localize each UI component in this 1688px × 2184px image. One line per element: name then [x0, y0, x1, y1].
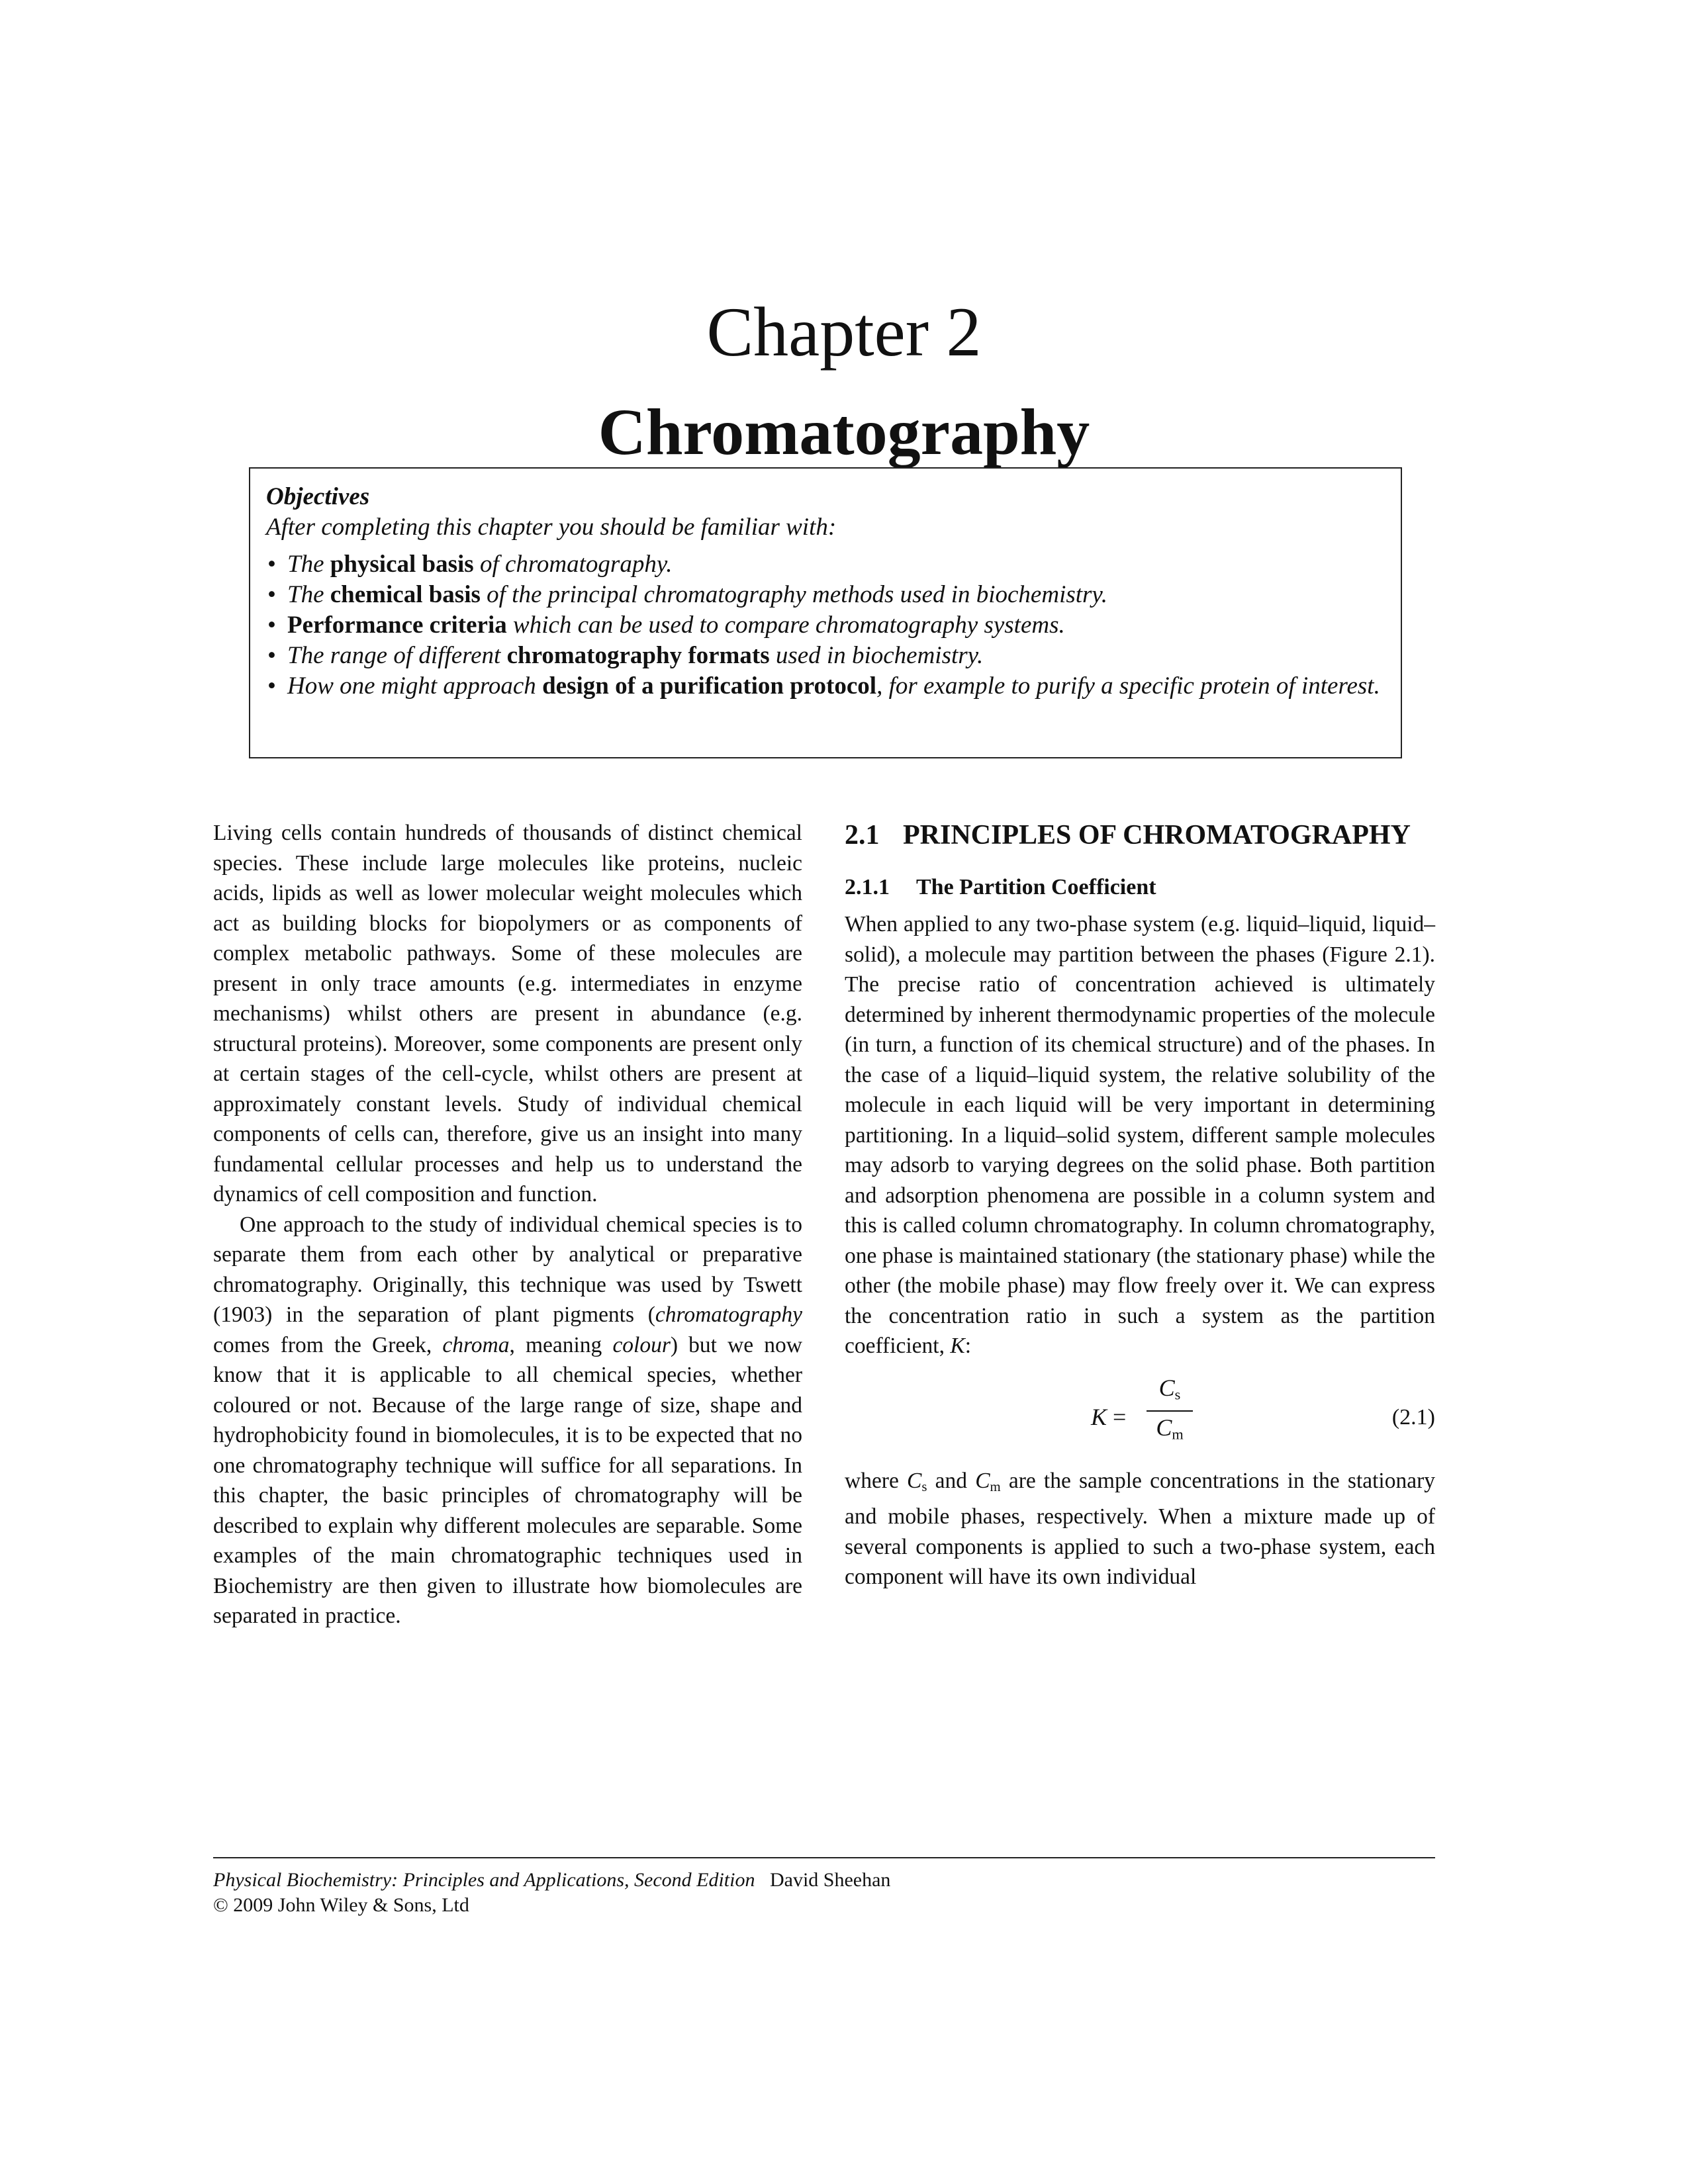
objectives-box	[249, 467, 1402, 758]
equation-2-1: K = $C_s$ $C_m$ (2.1)	[845, 1368, 1435, 1455]
objectives-heading: Objectives	[266, 483, 370, 510]
subsection-heading: 2.1.1 The Partition Coefficient	[845, 875, 1156, 899]
right-column	[845, 818, 1435, 1592]
intro-paragraph-2: One approach to the study of individual chemical species is to separate them from each other by analytical or preparative chromatography. Originally, this technique was used by Tswett (1903) in the separation of plant pigments (chromatography comes from the Greek, chroma, meaning colour) but we now know that it is applicable to all chemical species, whether coloured or not. Because of the large range of size, shape and hydrophobicity found in biomolecules, it is to be expected that no one chromatography technique will suffice for all separations. In this chapter, the basic principles of chromatography will be described to explain why different molecules are separable. Some examples of the main chromatographic techniques used in Biochemistry are then given to illustrate how biomolecules are separated in practice.	[213, 1212, 802, 1628]
equation-fraction: $C_s$ $C_m$	[1147, 1373, 1193, 1449]
objective-item: • How one might approach design of a purification protocol, for example to purify a specific protein of interest.	[266, 671, 1385, 702]
objectives-intro: After completing this chapter you should be familiar with:	[266, 514, 837, 541]
footer-rule	[213, 1857, 1435, 1858]
equation-lhs: K	[1091, 1403, 1107, 1430]
objective-item: • Performance criteria which can be used to compare chromatography systems.	[266, 610, 1385, 641]
objective-item: • The physical basis of chromatography.	[266, 549, 1385, 580]
chapter-number: Chapter 2	[706, 293, 982, 371]
footer-author: David Sheehan	[769, 1869, 891, 1891]
objectives-list	[266, 549, 1385, 702]
concentration-paragraph: where $C_s$ and $C_m$ are the sample concentrations in the stationary and mobile phases, respectively. When a mixture made up of several components is applied to such a two-phase system, each component will have its own individual	[845, 1468, 1436, 1590]
chapter-title: Chromatography	[598, 395, 1090, 469]
footer	[213, 1868, 1435, 1918]
objective-item: • The chemical basis of the principal chromatography methods used in biochemistry.	[266, 580, 1385, 610]
partition-paragraph: When applied to any two-phase system (e.g. liquid–liquid, liquid–solid), a molecule may partition between the phases (Figure 2.1). The precise ratio of concentration achieved is ultimately determined by inherent thermodynamic properties of the molecule (in turn, a function of its chemical structure) and of the phases. In the case of a liquid–liquid system, the relative solubility of the molecule in each liquid will be very important in determining partitioning. In a liquid–solid system, different sample molecules may adsorb to varying degrees on the solid phase. Both partition and adsorption phenomena are possible in a column system and this is called column chromatography. In column chromatography, one phase is maintained stationary (the stationary phase) while the other (the mobile phase) may flow freely over it. We can express the concentration ratio in such a system as the partition coefficient, K:	[845, 912, 1435, 1358]
section-heading: 2.1 PRINCIPLES OF CHROMATOGRAPHY	[845, 820, 1411, 850]
footer-book-title: Physical Biochemistry: Principles and Applications, Second Edition	[213, 1869, 755, 1891]
footer-copyright: © 2009 John Wiley & Sons, Ltd	[213, 1894, 469, 1916]
intro-paragraph-1: Living cells contain hundreds of thousands of distinct chemical species. These include large molecules like proteins, nucleic acids, lipids as well as lower molecular weight molecules which act as building blocks for biopolymers or as components of complex metabolic pathways. Some of these molecules are present in only trace amounts (e.g. intermediates in enzyme mechanisms) whilst others are present in abundance (e.g. structural proteins). Moreover, some components are present only at certain stages of the cell-cycle, whilst others are present at approximately constant levels. Study of individual chemical components of cells can, therefore, give us an insight into many fundamental cellular processes and help us to understand the dynamics of cell composition and function.	[213, 821, 802, 1206]
equation-number: (2.1)	[1391, 1404, 1435, 1430]
objective-item: • The range of different chromatography formats used in biochemistry.	[266, 641, 1385, 671]
left-column	[213, 818, 802, 1631]
